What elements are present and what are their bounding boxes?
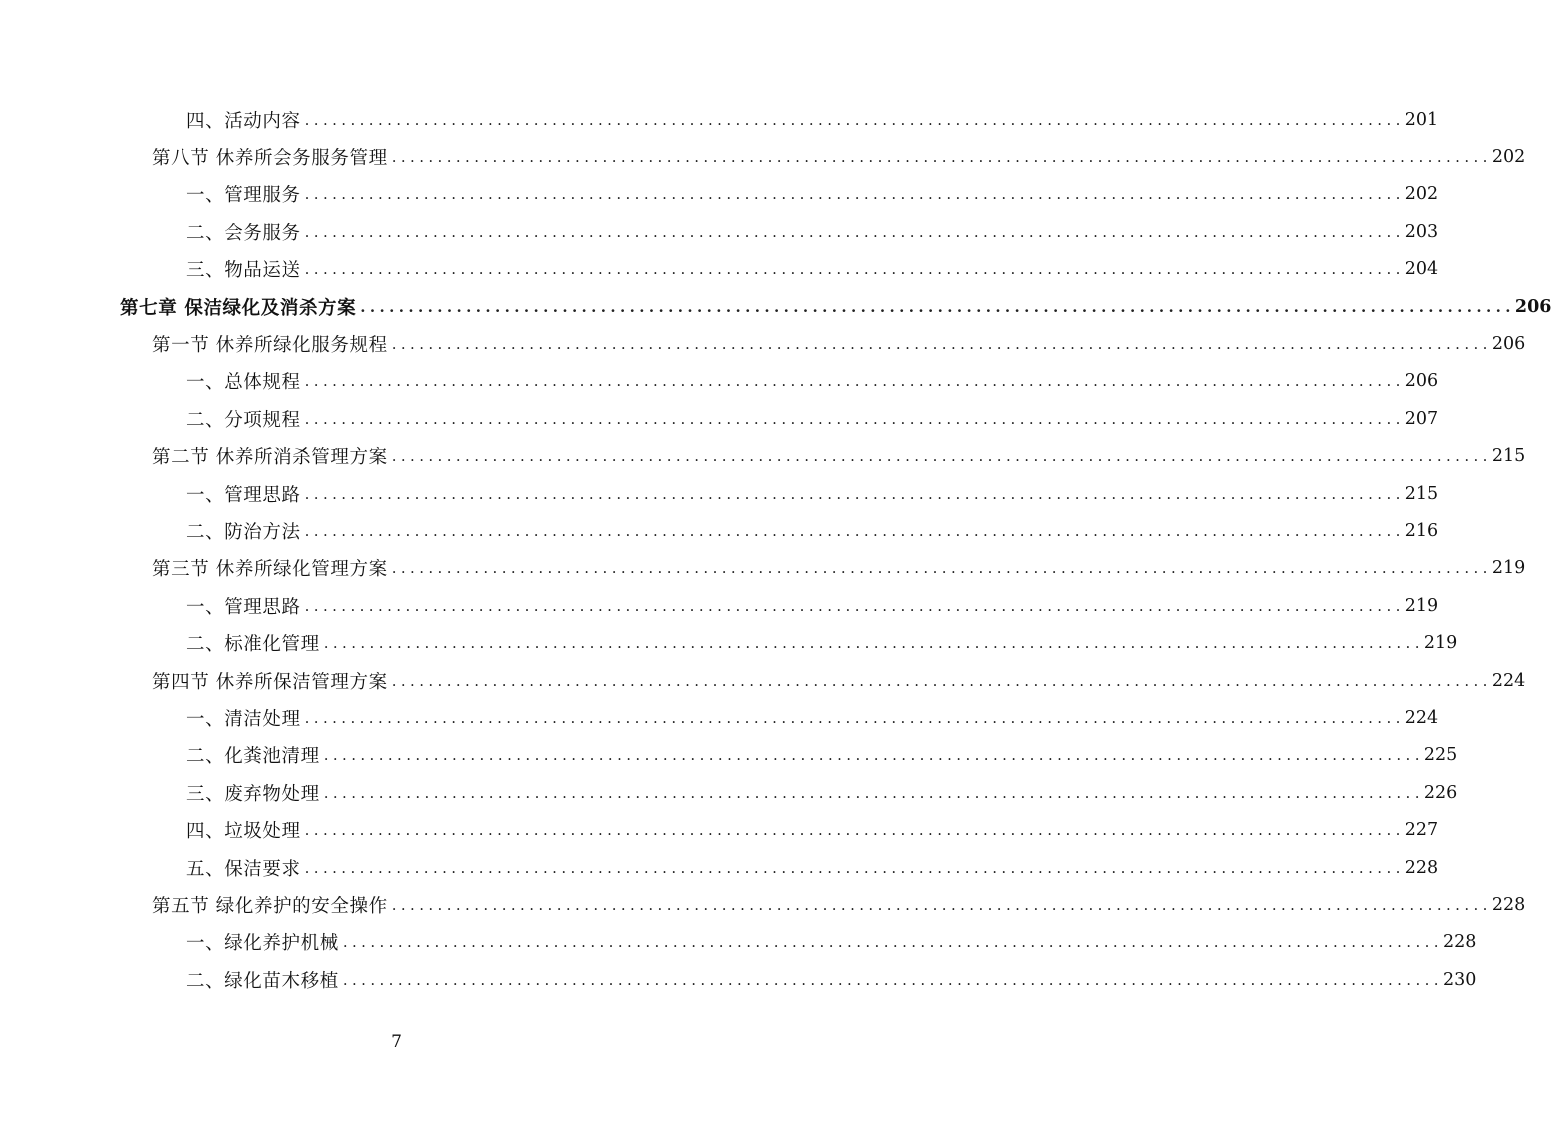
toc-leader-dots: ........................................................................................................................ bbox=[391, 671, 1492, 690]
toc-entry-item[interactable] bbox=[0, 587, 1439, 624]
toc-entry-label: 四、活动内容 bbox=[186, 107, 305, 133]
toc-leader-dots: ........................................................................................................................ bbox=[304, 708, 1405, 727]
toc-leader-dots: ........................................................................................................................ bbox=[304, 110, 1405, 129]
toc-entry-label: 第三节 休养所绿化管理方案 bbox=[152, 555, 392, 581]
toc-entry-page: 201 bbox=[1404, 109, 1439, 130]
toc-entry-item[interactable] bbox=[0, 176, 1439, 213]
toc-leader-dots: ........................................................................................................................ bbox=[391, 148, 1492, 167]
toc-entry-page: 224 bbox=[1491, 670, 1526, 691]
page-number: 7 bbox=[391, 1032, 402, 1052]
toc-entry-page: 228 bbox=[1442, 932, 1477, 953]
toc-entry-label: 一、管理思路 bbox=[186, 593, 305, 619]
toc-entry-label: 第二节 休养所消杀管理方案 bbox=[152, 443, 392, 469]
toc-leader-dots: ........................................................................................................................ bbox=[304, 484, 1405, 503]
toc-leader-dots: ........................................................................................................................ bbox=[304, 858, 1405, 877]
toc-leader-dots: ........................................................................................................................ bbox=[304, 521, 1405, 540]
toc-entry-label: 二、分项规程 bbox=[186, 406, 305, 432]
toc-entry-page: 224 bbox=[1404, 707, 1439, 728]
toc-entry-page: 227 bbox=[1404, 820, 1439, 841]
toc-entry-page: 202 bbox=[1491, 147, 1526, 168]
toc-leader-dots: ........................................................................................................................ bbox=[323, 746, 1424, 765]
toc-leader-dots: ........................................................................................................................ bbox=[391, 335, 1492, 354]
toc-entry-label: 二、绿化苗木移植 bbox=[186, 967, 343, 993]
toc-entry-page: 230 bbox=[1442, 969, 1477, 990]
toc-entry-label: 四、垃圾处理 bbox=[186, 817, 305, 843]
toc-leader-dots: ........................................................................................................................ bbox=[342, 970, 1443, 989]
toc-entry-item[interactable] bbox=[0, 400, 1439, 437]
toc-entry-page: 216 bbox=[1404, 520, 1439, 541]
toc-entry-section[interactable] bbox=[0, 325, 1526, 362]
toc-entry-page: 206 bbox=[1491, 334, 1526, 355]
toc-leader-dots: ........................................................................................................................ bbox=[304, 260, 1405, 279]
toc-leader-dots: ........................................................................................................................ bbox=[304, 821, 1405, 840]
toc-entry-page: 228 bbox=[1404, 857, 1439, 878]
toc-entry-label: 第八节 休养所会务服务管理 bbox=[152, 144, 392, 170]
toc-entry-item[interactable] bbox=[0, 475, 1439, 512]
toc-entry-page: 202 bbox=[1404, 184, 1439, 205]
table-of-contents bbox=[0, 101, 1551, 998]
toc-entry-section[interactable] bbox=[0, 438, 1526, 475]
toc-entry-section[interactable] bbox=[0, 662, 1526, 699]
toc-entry-page: 206 bbox=[1404, 371, 1439, 392]
toc-entry-item[interactable] bbox=[0, 251, 1439, 288]
toc-leader-dots: ........................................................................................................................ bbox=[360, 297, 1515, 316]
toc-entry-section[interactable] bbox=[0, 138, 1526, 175]
toc-entry-item[interactable] bbox=[0, 774, 1458, 811]
toc-entry-page: 207 bbox=[1404, 408, 1439, 429]
toc-entry-page: 219 bbox=[1423, 633, 1458, 654]
toc-leader-dots: ........................................................................................................................ bbox=[304, 372, 1405, 391]
toc-entry-page: 219 bbox=[1491, 558, 1526, 579]
toc-entry-label: 二、防治方法 bbox=[186, 518, 305, 544]
toc-entry-label: 第五节 绿化养护的安全操作 bbox=[152, 892, 392, 918]
toc-entry-section[interactable] bbox=[0, 550, 1526, 587]
toc-entry-chapter[interactable] bbox=[0, 288, 1551, 325]
toc-entry-item[interactable] bbox=[0, 512, 1439, 549]
toc-entry-item[interactable] bbox=[0, 624, 1458, 661]
toc-leader-dots: ........................................................................................................................ bbox=[304, 409, 1405, 428]
toc-entry-item[interactable] bbox=[0, 101, 1439, 138]
toc-leader-dots: ........................................................................................................................ bbox=[304, 222, 1405, 241]
toc-entry-label: 二、会务服务 bbox=[186, 219, 305, 245]
toc-entry-label: 第七章 保洁绿化及消杀方案 bbox=[120, 294, 360, 320]
toc-entry-item[interactable] bbox=[0, 363, 1439, 400]
toc-entry-label: 一、清洁处理 bbox=[186, 705, 305, 731]
toc-entry-page: 215 bbox=[1491, 446, 1526, 467]
toc-entry-item[interactable] bbox=[0, 849, 1439, 886]
toc-entry-section[interactable] bbox=[0, 886, 1526, 923]
toc-leader-dots: ........................................................................................................................ bbox=[342, 933, 1443, 952]
toc-entry-label: 一、总体规程 bbox=[186, 368, 305, 394]
toc-entry-page: 215 bbox=[1404, 483, 1439, 504]
toc-entry-item[interactable] bbox=[0, 924, 1477, 961]
toc-leader-dots: ........................................................................................................................ bbox=[304, 185, 1405, 204]
toc-entry-item[interactable] bbox=[0, 699, 1439, 736]
toc-entry-label: 五、保洁要求 bbox=[186, 855, 305, 881]
toc-leader-dots: ........................................................................................................................ bbox=[391, 447, 1492, 466]
toc-entry-page: 206 bbox=[1514, 296, 1551, 317]
toc-entry-item[interactable] bbox=[0, 961, 1477, 998]
toc-entry-page: 204 bbox=[1404, 259, 1439, 280]
toc-entry-label: 第一节 休养所绿化服务规程 bbox=[152, 331, 392, 357]
toc-entry-label: 三、废弃物处理 bbox=[186, 780, 324, 806]
toc-leader-dots: ........................................................................................................................ bbox=[304, 596, 1405, 615]
toc-entry-item[interactable] bbox=[0, 737, 1458, 774]
toc-entry-label: 一、绿化养护机械 bbox=[186, 929, 343, 955]
toc-entry-page: 203 bbox=[1404, 221, 1439, 242]
toc-entry-label: 一、管理思路 bbox=[186, 481, 305, 507]
toc-entry-label: 一、管理服务 bbox=[186, 181, 305, 207]
toc-entry-label: 三、物品运送 bbox=[186, 256, 305, 282]
toc-entry-item[interactable] bbox=[0, 213, 1439, 250]
toc-leader-dots: ........................................................................................................................ bbox=[323, 783, 1424, 802]
toc-entry-item[interactable] bbox=[0, 811, 1439, 848]
toc-leader-dots: ........................................................................................................................ bbox=[391, 559, 1492, 578]
toc-entry-page: 228 bbox=[1491, 894, 1526, 915]
toc-leader-dots: ........................................................................................................................ bbox=[391, 895, 1492, 914]
toc-entry-label: 二、化粪池清理 bbox=[186, 742, 324, 768]
toc-leader-dots: ........................................................................................................................ bbox=[323, 634, 1424, 653]
toc-entry-page: 219 bbox=[1404, 595, 1439, 616]
toc-entry-label: 二、标准化管理 bbox=[186, 630, 324, 656]
toc-entry-label: 第四节 休养所保洁管理方案 bbox=[152, 668, 392, 694]
toc-entry-page: 225 bbox=[1423, 745, 1458, 766]
toc-entry-page: 226 bbox=[1423, 782, 1458, 803]
